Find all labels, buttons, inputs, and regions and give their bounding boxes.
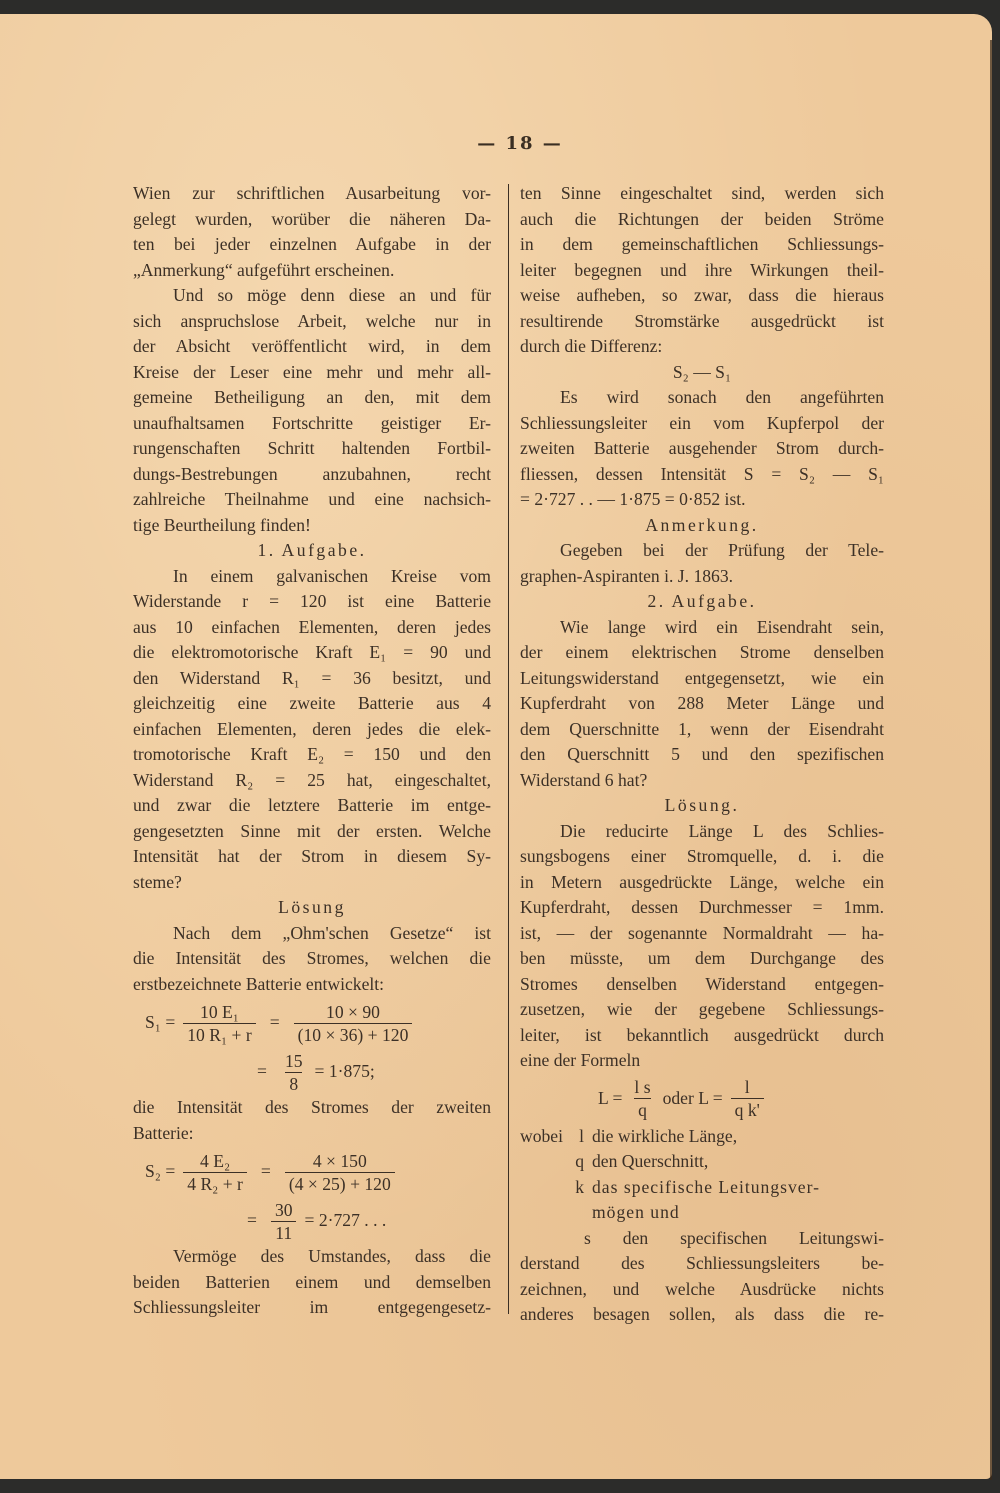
text-line: der einem elektrischen Strome denselben xyxy=(520,642,884,662)
text-line: fliessen, dessen Intensität S = S₂ — S₁ xyxy=(520,463,884,484)
text-line: in dem gemeinschaftlichen Schliessungs- xyxy=(520,234,884,254)
solution-1-paragraph xyxy=(133,921,491,998)
text-line: gelegt wurden, worüber die näheren Da- xyxy=(133,208,491,229)
text-line: einfachen Elementen, deren jedes die elek- xyxy=(133,718,491,739)
text-line: tige Beurtheilung finden! xyxy=(133,514,311,535)
definition-prefix xyxy=(520,1200,572,1226)
text-line: derstand des Schliessungsleiters be- xyxy=(520,1253,884,1273)
text-line: graphen-Aspiranten i. J. 1863. xyxy=(520,565,734,586)
text-line: durch die Differenz: xyxy=(520,336,663,356)
solution-2-paragraph xyxy=(520,819,884,1074)
text-line: Batterie: xyxy=(133,1122,194,1143)
definition-text: den Querschnitt, xyxy=(592,1151,709,1171)
definition-prefix: wobei xyxy=(520,1125,563,1146)
text-line: Wie lange wird ein Eisendraht sein, xyxy=(560,616,884,637)
denominator: q k' xyxy=(731,1098,764,1121)
denominator: 10 R₁ + r xyxy=(183,1023,255,1046)
numerator: l xyxy=(744,1077,750,1097)
definition-item xyxy=(520,1124,884,1150)
definition-item xyxy=(520,1175,884,1201)
numerator: 30 xyxy=(274,1199,293,1220)
numerator: 10 E₁ xyxy=(200,1001,239,1022)
text-line: ten bei jeder einzelnen Aufgabe in der xyxy=(133,234,491,254)
result-value: = 2·727 . . . xyxy=(304,1210,387,1231)
fraction xyxy=(271,1199,297,1244)
solution-heading-task-2: Lösung. xyxy=(664,795,740,815)
text-line: zweiten Batterie ausgehender Strom durch- xyxy=(520,438,884,458)
definition-prefix xyxy=(520,1149,572,1175)
fraction xyxy=(731,1076,764,1121)
text-line: Wien zur schriftlichen Ausarbeitung vor- xyxy=(133,183,491,203)
text-line: Widerstande r = 120 ist eine Batterie xyxy=(133,591,491,611)
text-line: die elektromotorische Kraft E₁ = 90 und xyxy=(133,642,491,662)
formula-reduced-length xyxy=(520,1074,884,1124)
section-heading-task-2: 2. Aufgabe. xyxy=(647,591,757,611)
definition-prefix xyxy=(520,1175,572,1201)
fraction xyxy=(285,1150,395,1195)
equals-sign: = xyxy=(247,1210,257,1231)
result-paragraph xyxy=(520,385,884,513)
numerator: 4 × 150 xyxy=(312,1150,367,1171)
text-line: Gegeben bei der Prüfung der Tele- xyxy=(560,540,884,560)
text-line: gemeine Betheiligung an den, mit dem xyxy=(133,387,491,407)
text-line: steme? xyxy=(133,871,182,892)
left-column xyxy=(133,181,491,1321)
denominator: (10 × 36) + 120 xyxy=(294,1023,413,1046)
note-heading: Anmerkung. xyxy=(645,514,759,535)
formula-lhs: S₂ = xyxy=(145,1161,176,1182)
text-line: Kupferdraht von 288 Meter Länge und xyxy=(520,693,884,713)
denominator: 4 R₂ + r xyxy=(183,1172,247,1195)
definition-text: das specifische Leitungsver- xyxy=(592,1176,820,1197)
definition-text: die wirkliche Länge, xyxy=(592,1125,738,1146)
definition-item xyxy=(520,1149,884,1175)
text-line: In einem galvanischen Kreise vom xyxy=(173,565,491,586)
section-heading-task-1: 1. Aufgabe. xyxy=(257,540,367,560)
task-2-paragraph xyxy=(520,615,884,794)
page-edge-line xyxy=(990,40,992,1480)
intro-paragraph xyxy=(133,181,491,283)
specific-resistance-paragraph xyxy=(520,1226,884,1328)
page-number: — 18 — xyxy=(477,133,563,154)
task-1-paragraph xyxy=(133,564,491,896)
fraction xyxy=(281,1050,307,1095)
text-line: Kreise der Leser eine mehr und mehr all- xyxy=(133,361,491,382)
text-line: ben müsste, um dem Durchgange des xyxy=(520,948,884,968)
numerator: 4 E₂ xyxy=(200,1150,231,1171)
text-line: gengesetzten Sinne mit der ersten. Welche xyxy=(133,820,491,841)
text-line: s den specifischen Leitungswi- xyxy=(584,1227,884,1248)
text-line: tromotorische Kraft E₂ = 150 und den xyxy=(133,744,491,764)
text-line: den Querschnitt 5 und den spezifischen xyxy=(520,744,884,764)
numerator: 10 × 90 xyxy=(326,1001,380,1022)
numerator: 15 xyxy=(284,1050,303,1071)
text-line: weise aufheben, so zwar, dass die hieraus xyxy=(520,285,884,305)
denominator: q xyxy=(634,1098,651,1121)
text-line: den Widerstand R₁ = 36 besitzt, und xyxy=(133,667,491,688)
text-line: Kupferdraht, dessen Durchmesser = 1mm. xyxy=(520,897,884,917)
text-line: Die reducirte Länge L des Schlies- xyxy=(560,820,884,841)
denominator: (4 × 25) + 120 xyxy=(285,1172,395,1195)
equals-sign: = xyxy=(257,1061,267,1082)
text-line: und zwar die letztere Batterie im entge- xyxy=(133,795,491,815)
text-line: der Absicht veröffentlicht wird, in dem xyxy=(133,336,491,356)
result-value: = 1·875; xyxy=(314,1061,375,1082)
definition-symbol xyxy=(572,1200,592,1226)
continuation-paragraph xyxy=(520,181,884,360)
text-line: Vermöge des Umstandes, dass die xyxy=(173,1246,491,1266)
definition-symbol: l xyxy=(579,1125,584,1146)
formula-connector: oder L = xyxy=(662,1087,723,1108)
fraction xyxy=(630,1076,654,1121)
definition-symbol: k xyxy=(575,1176,584,1197)
text-line: Leitungswiderstand entgegensetzt, wie ein xyxy=(520,667,884,688)
text-line: Es wird sonach den angeführten xyxy=(560,387,884,407)
text-line: zusetzen, wie der gegebene Schliessungs- xyxy=(520,999,884,1019)
formula-lhs: L = xyxy=(598,1087,623,1108)
equals-sign: = xyxy=(260,1161,271,1182)
text-line: Stromes denselben Widerstand entgegen- xyxy=(520,973,884,994)
definition-item xyxy=(520,1200,884,1226)
text-line: Widerstand 6 hat? xyxy=(520,769,648,790)
note-paragraph xyxy=(520,538,884,589)
text-line: „Anmerkung“ aufgeführt erscheinen. xyxy=(133,259,395,280)
text-line: beiden Batterien einem und demselben xyxy=(133,1271,491,1292)
text-line: Schliessungsleiter im entgegengesetz- xyxy=(133,1297,491,1317)
text-line: aus 10 einfachen Elementen, deren jedes xyxy=(133,616,491,637)
numerator: l s xyxy=(634,1077,651,1097)
text-line: dungs-Bestrebungen anzubahnen, recht xyxy=(133,463,491,484)
equals-sign: = xyxy=(269,1012,280,1033)
denominator: 8 xyxy=(285,1072,302,1095)
text-line: Schliessungsleiter ein vom Kupferpol der xyxy=(520,412,884,433)
text-line: in Metern ausgedrückte Länge, welche ein xyxy=(520,871,884,892)
text-line: leiter, ist bekanntlich ausgedrückt durch xyxy=(520,1024,884,1045)
text-line: eine der Formeln xyxy=(520,1050,641,1070)
fraction xyxy=(183,1001,255,1046)
denominator: 11 xyxy=(271,1221,296,1244)
text-line: Widerstand R₂ = 25 hat, eingeschaltet, xyxy=(133,769,491,790)
formula-s2-result xyxy=(133,1198,491,1244)
text-line: resultirende Stromstärke ausgedrückt ist xyxy=(520,310,884,331)
text-line: gleichzeitig eine zweite Batterie aus 4 xyxy=(133,693,491,713)
text-line: leiter begegnen und ihre Wirkungen theil- xyxy=(520,259,884,280)
text-line: = 2·727 . . — 1·875 = 0·852 ist. xyxy=(520,489,746,509)
text-line: die Intensität des Stromes, welchen die xyxy=(133,948,491,968)
text-line: auch die Richtungen der beiden Ströme xyxy=(520,208,884,229)
text-line: rungenschaften Schritt haltenden Fortbil- xyxy=(133,438,491,458)
right-column xyxy=(520,181,884,1328)
fraction xyxy=(294,1001,413,1046)
text-line: unaufhaltsamen Fortschritte geistiger Er- xyxy=(133,412,491,433)
solution-heading-task-1: Lösung xyxy=(278,897,346,917)
between-paragraph xyxy=(133,1095,491,1146)
text-line: zahlreiche Theilnahme und eine nachsich- xyxy=(133,489,491,509)
definition-text: mögen und xyxy=(592,1202,680,1222)
text-line: anderes besagen sollen, als dass die re- xyxy=(520,1304,884,1324)
text-line: Nach dem „Ohm'schen Gesetze“ ist xyxy=(173,922,491,943)
definition-list xyxy=(520,1124,884,1226)
fraction xyxy=(183,1150,247,1195)
formula-s2 xyxy=(133,1146,491,1198)
closing-paragraph xyxy=(133,1244,491,1321)
text-line: Und so möge denn diese an und für xyxy=(173,285,491,305)
text-line: sungsbogens einer Stromquelle, d. i. die xyxy=(520,846,884,866)
formula-s1 xyxy=(133,997,491,1049)
closing-remarks-paragraph xyxy=(133,283,491,538)
difference-formula: S₂ — S₁ xyxy=(672,361,732,382)
text-line: sich anspruchslose Arbeit, welche nur in xyxy=(133,310,491,331)
formula-s1-result xyxy=(133,1049,491,1095)
text-line: ten Sinne eingeschaltet sind, werden sich xyxy=(520,183,884,203)
text-line: ist, — der sogenannte Normaldraht — ha- xyxy=(520,922,884,943)
text-line: zeichnen, und welche Ausdrücke nichts xyxy=(520,1278,884,1299)
text-line: die Intensität des Stromes der zweiten xyxy=(133,1097,491,1117)
text-line: dem Querschnitte 1, wenn der Eisendraht xyxy=(520,718,884,739)
text-line: erstbezeichnete Batterie entwickelt: xyxy=(133,973,385,994)
formula-lhs: S₁ = xyxy=(145,1012,176,1033)
definition-symbol: q xyxy=(575,1151,584,1171)
text-line: Intensität hat der Strom in diesem Sy- xyxy=(133,846,491,866)
column-divider xyxy=(508,184,509,1314)
